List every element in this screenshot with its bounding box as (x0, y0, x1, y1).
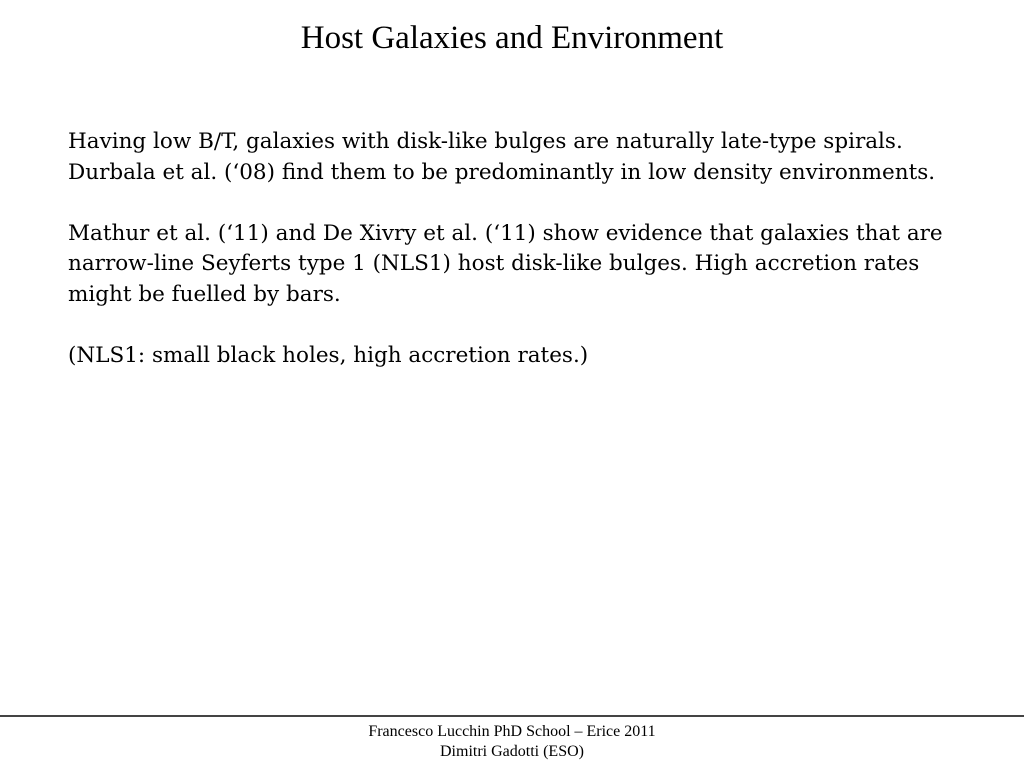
paragraph-nls1-evidence: Mathur et al. (‘11) and De Xivry et al. (‘11) show evidence that galaxies that are narrow-line Seyferts type 1 (NLS1) host disk-like bulges. High accretion rates might be fuelled by bars. (68, 220, 943, 307)
footer-author: Dimitri Gadotti (ESO) (440, 743, 584, 760)
footer-school: Francesco Lucchin PhD School – Erice 2011 (368, 723, 656, 740)
paragraph-nls1-note: (NLS1: small black holes, high accretion rates.) (68, 342, 589, 368)
slide-title: Host Galaxies and Environment (300, 20, 724, 56)
slide-footer (0, 722, 1024, 762)
footer-divider (0, 715, 1024, 717)
paragraph-bulge-environment: Having low B/T, galaxies with disk-like bulges are naturally late-type spirals. Durbala et al. (‘08) find them to be predominantly in low density environments. (68, 129, 936, 185)
slide-body (68, 127, 968, 402)
